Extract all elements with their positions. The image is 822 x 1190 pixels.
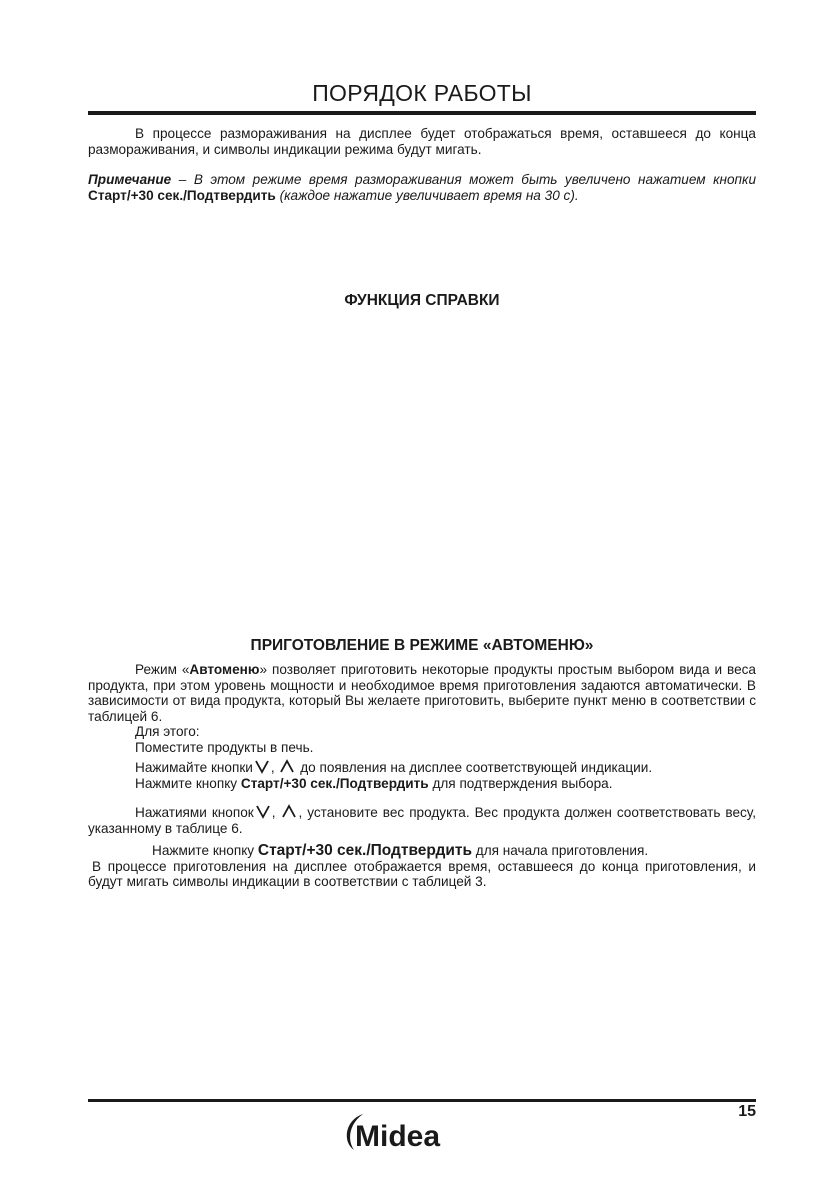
note-button-name: Старт/+30 сек./Подтвердить — [88, 187, 276, 203]
chevron-down-icon — [254, 758, 270, 774]
note-text-1: – В этом режиме время размораживания может быть увеличено нажатием кнопки — [171, 172, 756, 187]
automenu-step-confirm — [88, 776, 756, 792]
intro-bold: Автоменю — [189, 662, 260, 677]
note-text-2: (каждое нажатие увеличивает время на 30 с). — [275, 187, 579, 203]
start-pre: Нажмите кнопку — [152, 843, 258, 858]
automenu-step-weight — [88, 803, 756, 836]
confirm-pre: Нажмите кнопку — [135, 775, 241, 791]
automenu-step-place: Поместите продукты в печь. — [135, 739, 314, 755]
automenu-step-progress: В процессе приготовления на дисплее отображается время, оставшееся до конца приготовления, и будут мигать символы индикации в соответствии с таблицей 3. — [88, 858, 756, 889]
intro-pre: Режим « — [135, 662, 190, 677]
automenu-step-select — [88, 758, 756, 776]
automenu-step-label: Для этого: — [135, 724, 200, 739]
header-rule — [88, 111, 756, 115]
select-post: до появления на дисплее соответствующей индикации. — [300, 760, 653, 775]
confirm-bold: Старт/+30 сек./Подтвердить — [240, 775, 429, 791]
automenu-intro — [88, 662, 756, 724]
automenu-step-start — [88, 843, 756, 859]
page-title: ПОРЯДОК РАБОТЫ — [312, 80, 532, 106]
chevron-up-icon — [279, 758, 295, 774]
defrost-paragraph: В процессе размораживания на дисплее будет отображаться время, оставшееся до конца размораживания, и символы индикации режима будут мигать. — [88, 126, 756, 157]
select-sep: , — [270, 760, 275, 775]
note-paragraph — [88, 172, 756, 203]
weight-post: , установите вес продукта. Вес продукта должен соответствовать весу, указанному в таблице 6. — [88, 805, 757, 836]
brand-text: Midea — [355, 1120, 441, 1153]
chevron-down-icon — [255, 803, 271, 819]
start-bold: Старт/+30 сек./Подтвердить — [257, 842, 472, 859]
start-post: для начала приготовления. — [472, 843, 649, 858]
automenu-heading: ПРИГОТОВЛЕНИЕ В РЕЖИМЕ «АВТОМЕНЮ» — [250, 637, 594, 654]
weight-pre: Нажатиями кнопок — [135, 805, 254, 820]
footer-rule — [88, 1099, 756, 1102]
automenu-section — [88, 662, 756, 890]
note-label: Примечание — [88, 172, 172, 187]
help-heading: ФУНКЦИЯ СПРАВКИ — [344, 292, 500, 309]
defrost-section — [88, 126, 756, 203]
weight-sep: , — [271, 805, 276, 820]
chevron-up-icon — [281, 803, 297, 819]
page-number: 15 — [738, 1103, 756, 1120]
intro-post: » позволяет приготовить некоторые продукты простым выбором вида и веса продукта, при этом уровень мощности и необходимое время приготовления задаются автоматически. В зависимости от вида продукта, который Вы желаете приготовить, выберите пункт меню в соответствии с таблицей 6. — [88, 662, 756, 724]
midea-logo — [339, 1108, 469, 1156]
select-pre: Нажимайте кнопки — [135, 760, 253, 775]
confirm-post: для подтверждения выбора. — [428, 775, 613, 791]
